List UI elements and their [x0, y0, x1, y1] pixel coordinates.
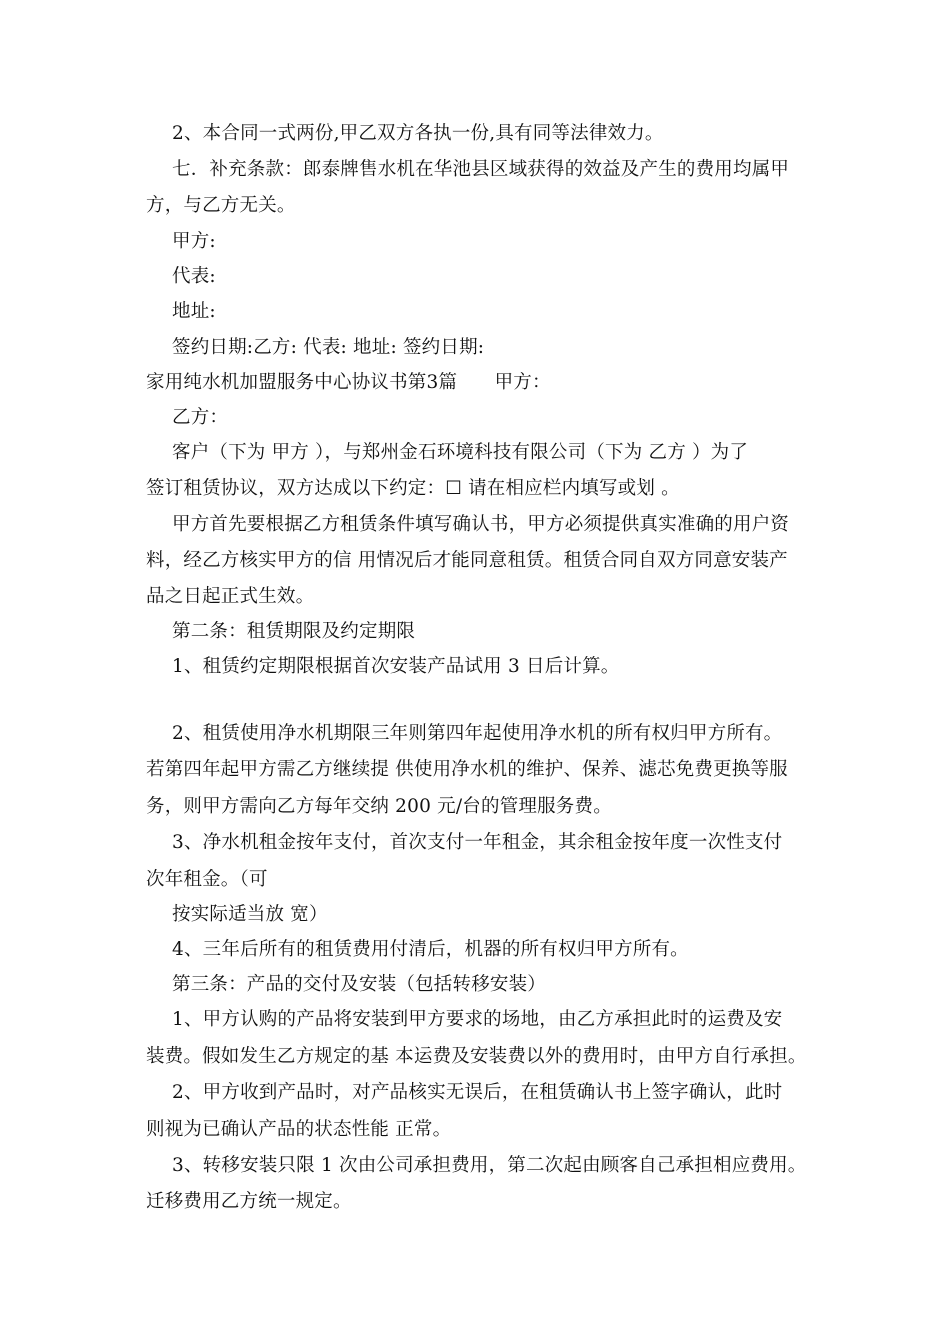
- paragraph-line: 2、甲方收到产品时，对产品核实无误后，在租赁确认书上签字确认，此时: [172, 1082, 783, 1103]
- paragraph-line: 乙方：: [172, 407, 229, 428]
- paragraph-line: 代表:: [172, 266, 216, 287]
- paragraph-line: 迁移费用乙方统一规定。: [146, 1191, 352, 1212]
- paragraph-line: 甲方:: [172, 231, 216, 252]
- paragraph-line: 甲方首先要根据乙方租赁条件填写确认书，甲方必须提供真实准确的用户资: [172, 514, 790, 535]
- paragraph-line: 3、净水机租金按年支付，首次支付一年租金，其余租金按年度一次性支付: [172, 832, 783, 853]
- paragraph-line: 1、租赁约定期限根据首次安装产品试用 3 日后计算。: [172, 656, 620, 677]
- section-heading: 家用纯水机加盟服务中心协议书第3篇 甲方：: [146, 372, 551, 393]
- paragraph-line: 第二条：租赁期限及约定期限: [172, 621, 416, 642]
- paragraph-line: 2、本合同一式两份,甲乙双方各执一份,具有同等法律效力。: [172, 123, 664, 144]
- paragraph-line: 第三条：产品的交付及安装（包括转移安装）: [172, 974, 547, 995]
- paragraph-line: 次年租金。（可: [146, 869, 268, 890]
- paragraph-line: 则视为已确认产品的状态性能 正常。: [146, 1119, 452, 1140]
- paragraph-line: 签约日期:乙方: 代表: 地址: 签约日期:: [172, 337, 485, 358]
- paragraph-line: 品之日起正式生效。: [146, 586, 315, 607]
- paragraph-line: 客户（下为 甲方 ），与郑州金石环境科技有限公司（下为 乙方 ）为了: [172, 442, 749, 463]
- paragraph-line: 按实际适当放 宽）: [172, 904, 328, 925]
- paragraph-line: 料，经乙方核实甲方的信 用情况后才能同意租赁。租赁合同自双方同意安装产: [146, 550, 788, 571]
- paragraph-line: 地址:: [172, 301, 216, 322]
- paragraph-line: 务，则甲方需向乙方每年交纳 200 元/台的管理服务费。: [146, 796, 612, 817]
- paragraph-line: 方，与乙方无关。: [146, 195, 296, 216]
- paragraph-line: 3、转移安装只限 1 次由公司承担费用，第二次起由顾客自己承担相应费用。: [172, 1155, 807, 1176]
- paragraph-line: 七．补充条款：郎泰牌售水机在华池县区域获得的效益及产生的费用均属甲: [172, 159, 790, 180]
- paragraph-line: 若第四年起甲方需乙方继续提 供使用净水机的维护、保养、滤芯免费更换等服: [146, 759, 788, 780]
- paragraph-line: 1、甲方认购的产品将安装到甲方要求的场地，由乙方承担此时的运费及安: [172, 1009, 783, 1030]
- paragraph-line: 4、三年后所有的租赁费用付清后，机器的所有权归甲方所有。: [172, 939, 689, 960]
- paragraph-line: 签订租赁协议，双方达成以下约定：☐ 请在相应栏内填写或划 。: [146, 478, 680, 499]
- paragraph-line: 装费。假如发生乙方规定的基 本运费及安装费以外的费用时，由甲方自行承担。: [146, 1046, 807, 1067]
- paragraph-line: 2、租赁使用净水机期限三年则第四年起使用净水机的所有权归甲方所有。: [172, 723, 783, 744]
